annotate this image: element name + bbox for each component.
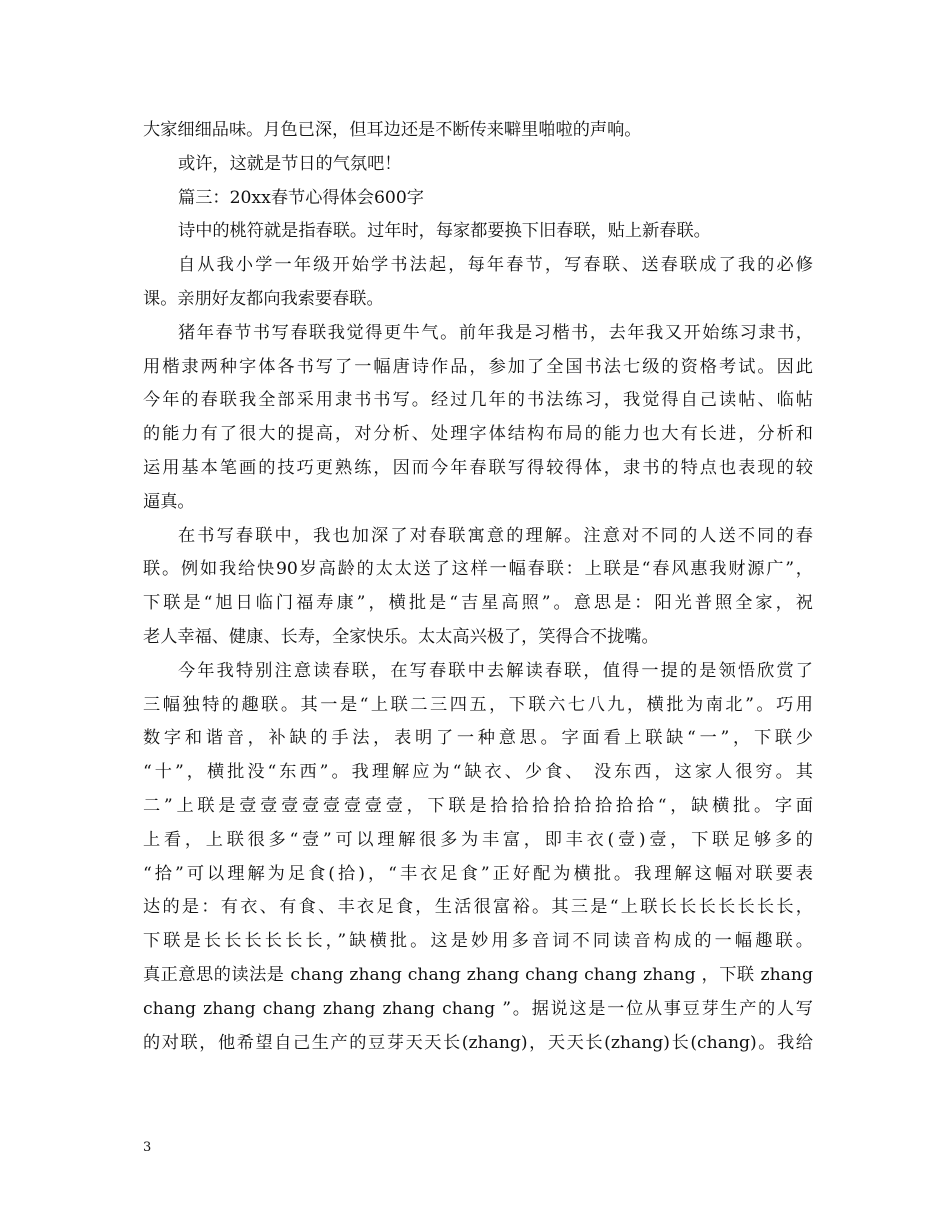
text-line: 大家细细品味。月色已深，但耳边还是不断传来噼里啪啦的声响。 bbox=[143, 120, 642, 140]
text-line: 的对联，他希望自己生产的豆芽天天长(zhang)，天天长(zhang)长(chang)。我给 bbox=[143, 1032, 813, 1053]
text-line: 联。例如我给快90岁高龄的太太送了这样一幅春联：上联是“春风惠我财源广”， bbox=[143, 559, 813, 580]
text-line: 用楷隶两种字体各书写了一幅唐诗作品，参加了全国书法七级的资格考试。因此 bbox=[143, 356, 813, 377]
text-line: 今年我特别注意读春联，在写春联中去解读春联，值得一提的是领悟欣赏了 bbox=[178, 660, 813, 681]
text-line: 数字和谐音，补缺的手法，表明了一种意思。字面看上联缺“一”，下联少 bbox=[143, 728, 813, 749]
text-line: 二”上联是壹壹壹壹壹壹壹壹，下联是拾拾拾拾拾拾拾拾“，缺横批。字面 bbox=[143, 795, 813, 816]
text-line: 猪年春节书写春联我觉得更牛气。前年我是习楷书，去年我又开始练习隶书， bbox=[178, 322, 813, 343]
text-line: 达的是：有衣、有食、丰衣足食，生活很富裕。其三是“上联长长长长长长长， bbox=[143, 897, 813, 918]
text-line: 诗中的桃符就是指春联。过年时，每家都要换下旧春联，贴上新春联。 bbox=[178, 221, 711, 242]
text-line: 今年的春联我全部采用隶书书写。经过几年的书法练习，我觉得自己读帖、临帖 bbox=[143, 390, 813, 411]
text-line: 运用基本笔画的技巧更熟练，因而今年春联写得较得体，隶书的特点也表现的较 bbox=[143, 457, 813, 478]
text-line: “十”，横批没“东西”。我理解应为“缺衣、少食、 没东西，这家人很穷。其 bbox=[143, 762, 813, 783]
text-line: 自从我小学一年级开始学书法起，每年春节，写春联、送春联成了我的必修 bbox=[178, 255, 813, 276]
text-line: 老人幸福、健康、长寿，全家快乐。太太高兴极了，笑得合不拢嘴。 bbox=[143, 626, 659, 647]
text-line: 下联是“旭日临门福寿康”，横批是“吉星高照”。意思是：阳光普照全家，祝 bbox=[143, 593, 813, 614]
text-line: 真正意思的读法是 chang zhang chang zhang chang chang zhang ，下联 zhang bbox=[143, 964, 813, 985]
text-line: 或许，这就是节日的气氛吧！ bbox=[178, 153, 402, 174]
text-line: 三幅独特的趣联。其一是“上联二三四五，下联六七八九，横批为南北”。巧用 bbox=[143, 694, 813, 715]
text-line: 课。亲朋好友都向我索要春联。 bbox=[143, 288, 384, 309]
text-line: 下联是长长长长长长，”缺横批。这是妙用多音词不同读音构成的一幅趣联。 bbox=[143, 931, 813, 952]
page-number: 3 bbox=[143, 1140, 152, 1155]
document-body bbox=[143, 114, 813, 1060]
text-line: “拾”可以理解为足食(拾)，“丰衣足食”正好配为横批。我理解这幅对联要表 bbox=[143, 863, 813, 884]
text-line: 在书写春联中，我也加深了对春联寓意的理解。注意对不同的人送不同的春 bbox=[178, 525, 813, 546]
text-line: 逼真。 bbox=[143, 491, 195, 512]
text-line: 的能力有了很大的提高，对分析、处理字体结构布局的能力也大有长进，分析和 bbox=[143, 424, 813, 445]
text-line: 篇三：20xx春节心得体会600字 bbox=[178, 187, 424, 208]
text-line: 上看，上联很多“壹”可以理解很多为丰富，即丰衣(壹)壹，下联足够多的 bbox=[143, 829, 813, 850]
text-line: chang zhang chang zhang zhang chang ”。据说这是一位从事豆芽生产的人写 bbox=[143, 998, 813, 1019]
